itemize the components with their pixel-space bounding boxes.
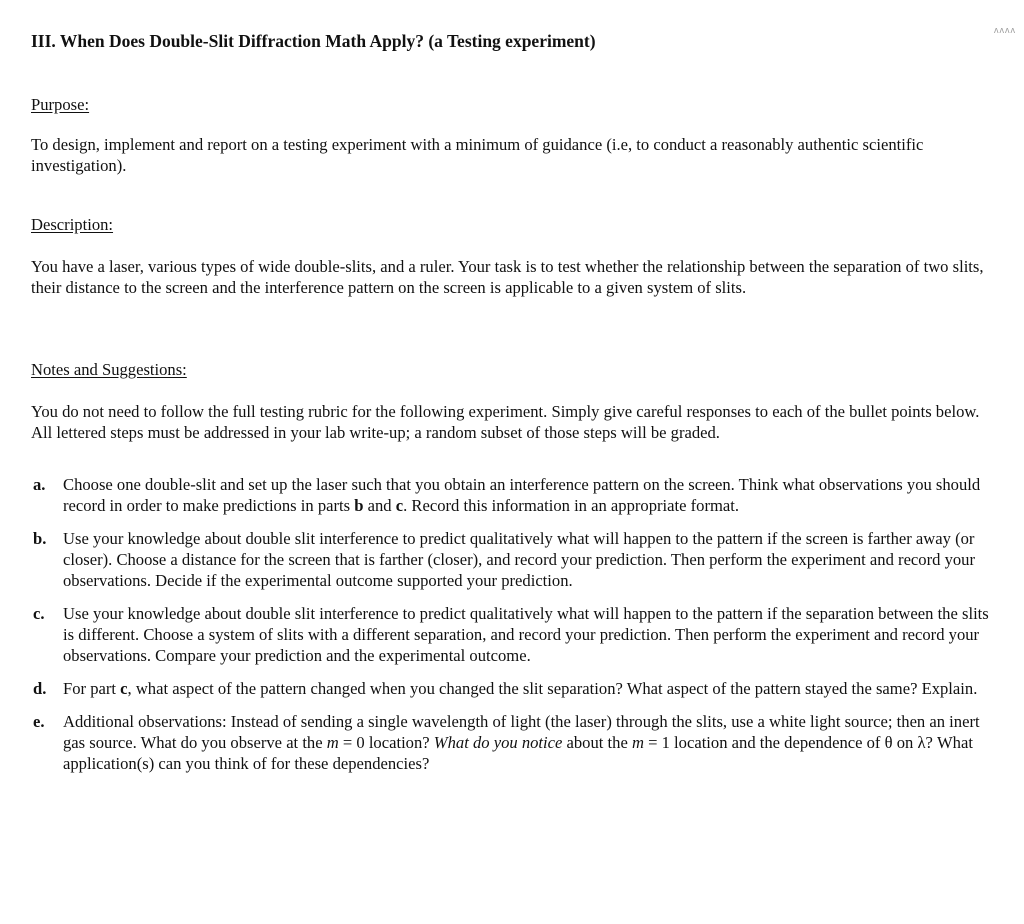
step-e-letter: e. <box>33 712 45 731</box>
page-title: III. When Does Double-Slit Diffraction Math Apply? (a Testing experiment) <box>31 31 596 51</box>
step-d <box>31 678 991 699</box>
step-a-text: Choose one double-slit and set up the laser such that you obtain an interference pattern on the screen. Think what observations you should record in order to make predictions in parts b and c. Record this information in an appropriate format. <box>63 475 981 515</box>
description-text: You have a laser, various types of wide double-slits, and a ruler. Your task is to test whether the relationship between the separation of two slits, their distance to the screen and the interference pattern on the screen is applicable to a given system of slits. <box>31 257 984 297</box>
step-e <box>31 711 991 774</box>
notes-text: You do not need to follow the full testing rubric for the following experiment. Simply give careful responses to each of the bullet points below. All lettered steps must be addressed in your lab write-up; a random subset of those steps will be graded. <box>31 402 980 442</box>
step-c <box>31 603 991 666</box>
step-b <box>31 528 991 591</box>
corner-mark: ᴧᴧᴧᴧ <box>994 25 1016 35</box>
notes-heading: Notes and Suggestions: <box>31 360 187 379</box>
step-a-letter: a. <box>33 475 46 494</box>
step-c-text: Use your knowledge about double slit interference to predict qualitatively what will happen to the pattern if the separation between the slits is different. Choose a system of slits with a different separation, and record your prediction. Then perform the experiment and record your observations. Compare your prediction and the experimental outcome. <box>63 604 989 665</box>
step-b-text: Use your knowledge about double slit interference to predict qualitatively what will happen to the pattern if the screen is farther away (or closer). Choose a distance for the screen that is farther (closer), and record your prediction. Then perform the experiment and record your observations. Decide if the experimental outcome supported your prediction. <box>63 529 975 590</box>
step-d-text: For part c, what aspect of the pattern changed when you changed the slit separation? What aspect of the pattern stayed the same? Explain. <box>63 679 978 698</box>
step-c-letter: c. <box>33 604 45 623</box>
lettered-steps-list <box>31 474 991 786</box>
purpose-heading: Purpose: <box>31 95 90 114</box>
step-a <box>31 474 991 516</box>
step-b-letter: b. <box>33 529 47 548</box>
step-d-letter: d. <box>33 679 47 698</box>
purpose-text: To design, implement and report on a testing experiment with a minimum of guidance (i.e, to conduct a reasonably authentic scientific investigation). <box>31 135 924 175</box>
description-heading: Description: <box>31 215 114 234</box>
step-e-text: Additional observations: Instead of sending a single wavelength of light (the laser) through the slits, use a white light source; then an inert gas source. What do you observe at the m = 0 location? What do you notice about the m = 1 location and the dependence of θ on λ? What application(s) can you think of for these dependencies? <box>63 712 980 773</box>
